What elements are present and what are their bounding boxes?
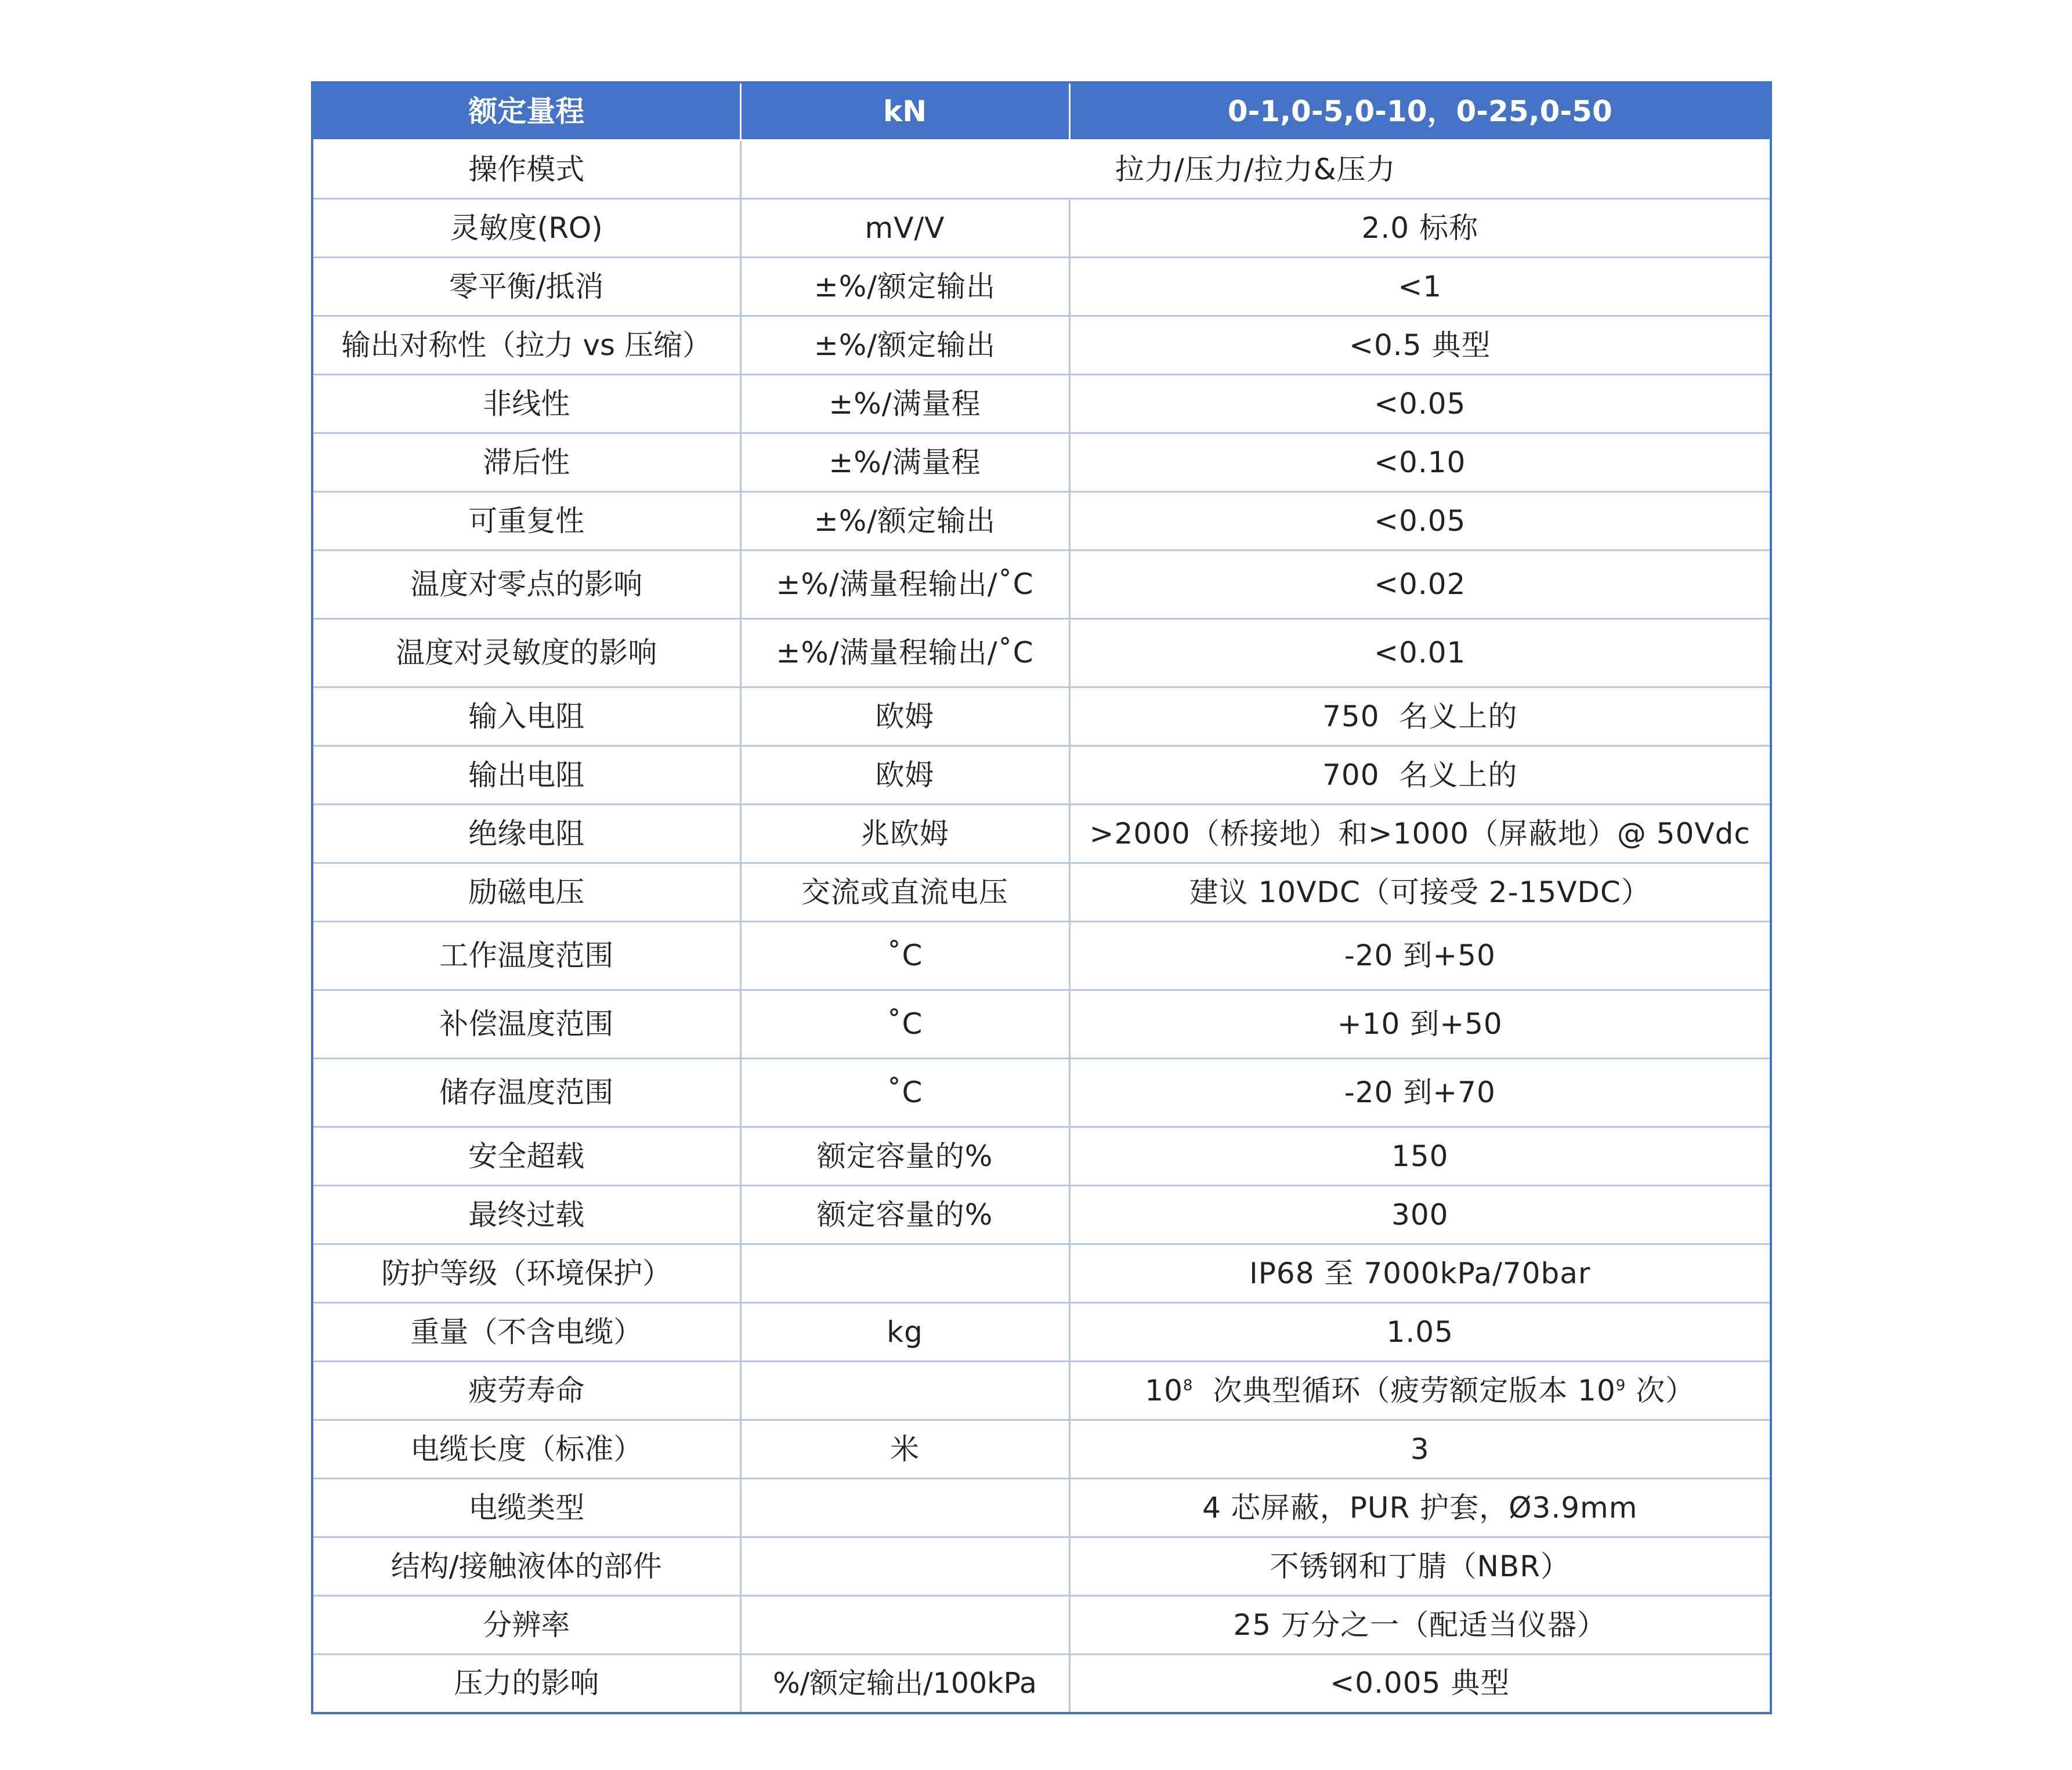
unit-cell: kg [740, 1303, 1069, 1362]
value-text: 次） [1626, 1373, 1695, 1407]
param-value-cell: <0.5 典型 [1069, 316, 1771, 375]
param-name-cell: 重量（不含电缆） [312, 1303, 740, 1362]
param-value-cell: 25 万分之一（配适当仪器） [1069, 1596, 1771, 1655]
param-value-cell: <0.02 [1069, 551, 1771, 619]
param-name-cell: 防护等级（环境保护） [312, 1244, 740, 1303]
param-name-cell: 工作温度范围 [312, 922, 740, 990]
table-row [312, 1596, 1771, 1655]
table-row [312, 1655, 1771, 1713]
unit-cell [740, 1362, 1069, 1420]
param-value-cell: +10 到+50 [1069, 990, 1771, 1059]
unit-cell: 欧姆 [740, 746, 1069, 805]
unit-cell: ˚C [740, 1059, 1069, 1127]
unit-cell: ˚C [740, 990, 1069, 1059]
param-name-cell: 输出对称性（拉力 vs 压缩） [312, 316, 740, 375]
param-name-cell: 电缆类型 [312, 1479, 740, 1537]
param-value-cell: -20 到+70 [1069, 1059, 1771, 1127]
spec-table [311, 81, 1772, 1714]
unit-cell: 额定容量的% [740, 1127, 1069, 1186]
table-row [312, 1059, 1771, 1127]
unit-cell: ˚C [740, 922, 1069, 990]
param-name-cell: 励磁电压 [312, 863, 740, 922]
param-value-cell: 700 名义上的 [1069, 746, 1771, 805]
unit-cell: ±%/满量程输出/˚C [740, 619, 1069, 687]
table-row [312, 375, 1771, 433]
param-value-cell: <0.10 [1069, 433, 1771, 492]
param-value-cell [1069, 1362, 1771, 1420]
param-value-cell: >2000（桥接地）和>1000（屏蔽地）@ 50Vdc [1069, 805, 1771, 863]
table-row [312, 863, 1771, 922]
table-row [312, 199, 1771, 258]
param-value-cell: <0.005 典型 [1069, 1655, 1771, 1713]
param-value-cell: 建议 10VDC（可接受 2-15VDC） [1069, 863, 1771, 922]
spec-table-header [312, 82, 1771, 140]
param-name-cell: 灵敏度(RO) [312, 199, 740, 258]
param-value-cell: <0.05 [1069, 375, 1771, 433]
param-value-cell: 不锈钢和丁腈（NBR） [1069, 1537, 1771, 1596]
param-name-cell: 可重复性 [312, 492, 740, 551]
param-name-cell: 输出电阻 [312, 746, 740, 805]
unit-cell [740, 1537, 1069, 1596]
param-name-cell: 温度对灵敏度的影响 [312, 619, 740, 687]
param-value-cell: 2.0 标称 [1069, 199, 1771, 258]
param-name-cell: 零平衡/抵消 [312, 258, 740, 316]
table-row [312, 492, 1771, 551]
table-row [312, 140, 1771, 199]
param-value-cell: -20 到+50 [1069, 922, 1771, 990]
unit-cell: ±%/满量程 [740, 433, 1069, 492]
param-value-cell: 4 芯屏蔽，PUR 护套，Ø3.9mm [1069, 1479, 1771, 1537]
param-name-cell: 结构/接触液体的部件 [312, 1537, 740, 1596]
header-rated-range: 额定量程 [312, 82, 740, 140]
param-value-cell: 150 [1069, 1127, 1771, 1186]
param-value-cell: 拉力/压力/拉力&压力 [740, 140, 1771, 199]
table-row [312, 687, 1771, 746]
param-name-cell: 滞后性 [312, 433, 740, 492]
table-row [312, 1186, 1771, 1244]
unit-cell: ±%/额定输出 [740, 492, 1069, 551]
param-name-cell: 安全超载 [312, 1127, 740, 1186]
table-row [312, 990, 1771, 1059]
unit-cell: mV/V [740, 199, 1069, 258]
table-row [312, 1420, 1771, 1479]
param-name-cell: 补偿温度范围 [312, 990, 740, 1059]
unit-cell [740, 1479, 1069, 1537]
table-row [312, 551, 1771, 619]
value-text: 次典型循环（疲劳额定版本 10 [1193, 1373, 1616, 1407]
param-value-cell: <0.05 [1069, 492, 1771, 551]
param-value-cell: <1 [1069, 258, 1771, 316]
param-value-cell: 1.05 [1069, 1303, 1771, 1362]
unit-cell: %/额定输出/100kPa [740, 1655, 1069, 1713]
header-range-values: 0-1,0-5,0-10，0-25,0-50 [1069, 82, 1771, 140]
table-row [312, 433, 1771, 492]
table-row [312, 746, 1771, 805]
unit-cell: ±%/满量程 [740, 375, 1069, 433]
param-name-cell: 输入电阻 [312, 687, 740, 746]
value-exponent: 8 [1183, 1376, 1194, 1394]
unit-cell [740, 1596, 1069, 1655]
param-value-cell: 300 [1069, 1186, 1771, 1244]
value-exponent: 9 [1615, 1376, 1626, 1394]
param-value-cell: 3 [1069, 1420, 1771, 1479]
table-row [312, 1537, 1771, 1596]
param-value-cell: <0.01 [1069, 619, 1771, 687]
unit-cell: 交流或直流电压 [740, 863, 1069, 922]
table-row [312, 805, 1771, 863]
unit-cell [740, 1244, 1069, 1303]
param-value-cell: IP68 至 7000kPa/70bar [1069, 1244, 1771, 1303]
unit-cell: 兆欧姆 [740, 805, 1069, 863]
param-name-cell: 非线性 [312, 375, 740, 433]
unit-cell: 米 [740, 1420, 1069, 1479]
param-name-cell: 电缆长度（标准） [312, 1420, 740, 1479]
unit-cell: ±%/额定输出 [740, 316, 1069, 375]
param-name-cell: 储存温度范围 [312, 1059, 740, 1127]
table-row [312, 922, 1771, 990]
param-name-cell: 分辨率 [312, 1596, 740, 1655]
param-name-cell: 温度对零点的影响 [312, 551, 740, 619]
table-row [312, 1244, 1771, 1303]
table-row [312, 1303, 1771, 1362]
table-row [312, 258, 1771, 316]
param-name-cell: 操作模式 [312, 140, 740, 199]
unit-cell: 额定容量的% [740, 1186, 1069, 1244]
header-unit: kN [740, 82, 1069, 140]
spec-table-body [312, 140, 1771, 1713]
unit-cell: 欧姆 [740, 687, 1069, 746]
table-row [312, 1479, 1771, 1537]
unit-cell: ±%/额定输出 [740, 258, 1069, 316]
table-row [312, 316, 1771, 375]
param-value-cell: 750 名义上的 [1069, 687, 1771, 746]
value-text: 10 [1145, 1373, 1183, 1407]
unit-cell: ±%/满量程输出/˚C [740, 551, 1069, 619]
param-name-cell: 绝缘电阻 [312, 805, 740, 863]
table-row [312, 1127, 1771, 1186]
table-row [312, 1362, 1771, 1420]
header-row [312, 82, 1771, 140]
param-name-cell: 疲劳寿命 [312, 1362, 740, 1420]
param-name-cell: 最终过载 [312, 1186, 740, 1244]
table-row [312, 619, 1771, 687]
param-name-cell: 压力的影响 [312, 1655, 740, 1713]
